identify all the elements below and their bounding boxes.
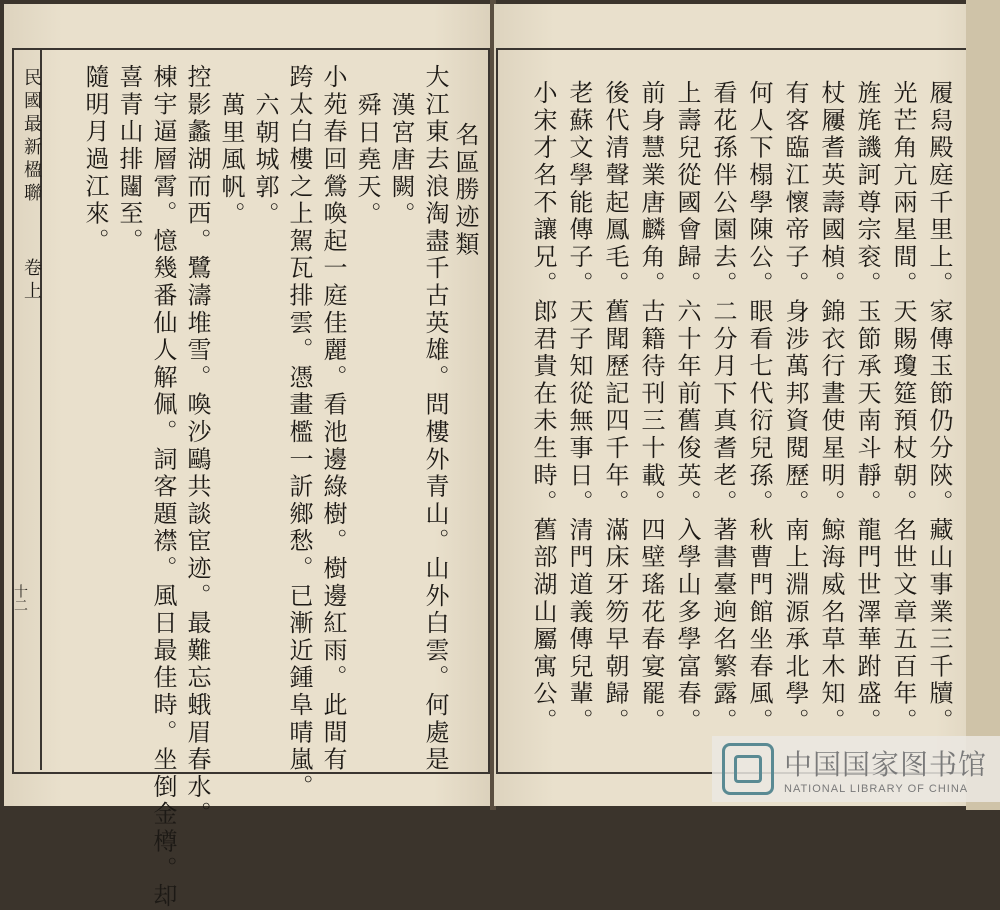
text-column: 萬里風帆。 — [217, 92, 245, 229]
text-column: 隨明月過江來。 — [81, 64, 109, 256]
text-column: 上壽兒從國會歸。六十年前舊俊英。入學山多學富春。 — [673, 80, 701, 736]
text-column: 控影蠡湖而西。鷺濤堆雪。喚沙鷗共談宦迹。最難忘蛾眉春水。 — [183, 64, 211, 829]
page-number: 十二 — [12, 584, 28, 612]
text-column: 有客臨江懷帝子。身涉萬邦資閱歷。南上淵源承北學。 — [781, 80, 809, 736]
text-column: 小苑春回鶯喚起一庭佳麗。看池邊綠樹。樹邊紅雨。此間有 — [319, 64, 347, 774]
right-page — [494, 4, 996, 806]
text-column: 何人下榻學陳公。眼看七代衍兒孫。秋曹門館坐春風。 — [745, 80, 773, 736]
text-column: 老蘇文學能傳子。天子知從無事日。清門道義傳兒輩。 — [565, 80, 593, 736]
watermark-english: NATIONAL LIBRARY OF CHINA — [784, 783, 969, 795]
text-column: 旌旄譏訶尊宗衮。玉節承天南斗靜。龍門世澤華跗盛。 — [853, 80, 881, 736]
text-column: 履舄殿庭千里上。家傳玉節仍分陝。藏山事業三千牘。 — [925, 80, 953, 736]
text-column: 小宋才名不讓兄。郎君貴在未生時。舊部湖山屬寓公。 — [529, 80, 557, 736]
margin-title: 民國最新楹聯 — [21, 68, 42, 206]
text-column: 棟宇逼層霄。憶幾番仙人解佩。詞客題襟。風日最佳時。坐倒金樽。却 — [149, 64, 177, 910]
text-column: 六朝城郭。 — [251, 92, 279, 229]
text-column: 舜日堯天。 — [353, 92, 381, 229]
text-column: 大江東去浪淘盡千古英雄。問樓外青山。山外白雲。何處是 — [421, 64, 449, 774]
volume-label: 卷上 — [21, 258, 42, 304]
text-column: 漢宮唐闕。 — [387, 92, 415, 229]
text-column: 跨太白樓之上駕瓦排雲。憑畫檻一訢鄉愁。已漸近鍾阜晴嵐。 — [285, 64, 313, 802]
text-column: 後代清聲起鳳毛。舊聞歷記四千年。滿床牙笏早朝歸。 — [601, 80, 629, 736]
next-page-edge — [966, 0, 1000, 810]
text-column: 看花孫伴公園去。二分月下真耆老。著書臺逈名繁露。 — [709, 80, 737, 736]
watermark-chinese: 中国国家图书馆 — [784, 748, 988, 781]
text-column: 喜青山排闥至。 — [115, 64, 143, 256]
text-column: 光芒角亢兩星間。天賜瓊筵預杖朝。名世文章五百年。 — [889, 80, 917, 736]
text-column: 杖屨耆英壽國楨。錦衣行晝使星明。鯨海威名草木知。 — [817, 80, 845, 736]
left-page — [4, 4, 492, 910]
section-title: 名區勝迹類 — [451, 122, 479, 259]
text-column: 前身慧業唐麟角。古籍待刊三十載。四壁瑤花春宴罷。 — [637, 80, 665, 736]
library-watermark — [712, 736, 1000, 802]
library-logo-icon — [722, 743, 774, 795]
